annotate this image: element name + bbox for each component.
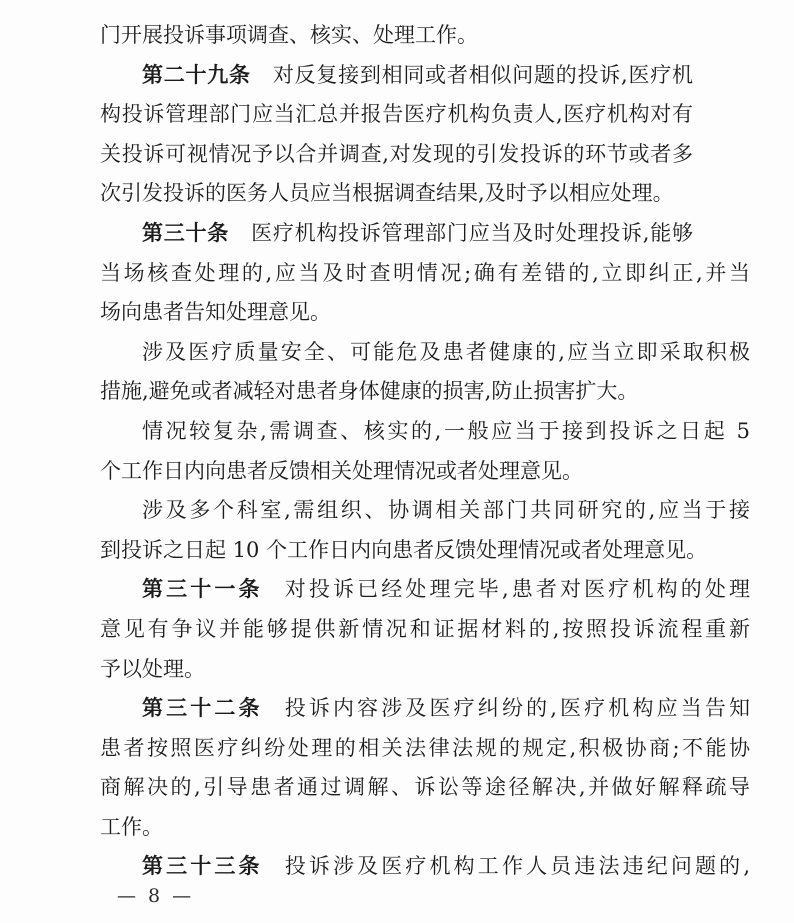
page-number: — 8 — (117, 885, 195, 907)
line-text: 投诉涉及医疗机构工作人员违法违纪问题的, (284, 854, 750, 879)
line-text: 关投诉可视情况予以合并调查,对发现的引发投诉的环节或者多 (100, 141, 693, 166)
line-text: 构投诉管理部门应当汇总并报告医疗机构负责人,医疗机构对有 (100, 102, 693, 127)
text-line (100, 847, 750, 887)
text-line (100, 768, 750, 808)
text-line (100, 254, 750, 294)
text-line (100, 293, 750, 333)
text-block (100, 16, 750, 887)
line-text: 个工作日内向患者反馈相关处理情况或者处理意见。 (100, 458, 583, 483)
article-number-label: 第三十三条 (142, 854, 263, 879)
line-text: 当场核查处理的,应当及时查明情况;确有差错的,立即纠正,并当 (100, 260, 750, 285)
text-line (100, 650, 750, 690)
line-text: 投诉内容涉及医疗纠纷的,医疗机构应当告知 (284, 696, 750, 721)
text-line (100, 333, 750, 373)
text-line (100, 56, 693, 96)
text-line (100, 412, 750, 452)
line-text: 商解决的,引导患者通过调解、诉讼等途径解决,并做好解释疏导 (100, 775, 750, 800)
article-number-label: 第三十二条 (142, 696, 263, 721)
text-line (100, 16, 693, 56)
line-text: 措施,避免或者减轻对患者身体健康的损害,防止损害扩大。 (100, 379, 639, 404)
line-text: 对反复接到相同或者相似问题的投诉,医疗机 (272, 62, 693, 87)
line-text: 涉及医疗质量安全、可能危及患者健康的,应当立即采取积极 (142, 339, 750, 364)
line-text: 工作。 (100, 814, 163, 839)
line-text: 门开展投诉事项调查、核实、处理工作。 (100, 23, 478, 47)
line-text: 次引发投诉的医务人员应当根据调查结果,及时予以相应处理。 (100, 181, 674, 206)
text-line (100, 372, 750, 412)
text-line (100, 689, 750, 729)
text-line (100, 570, 750, 610)
text-line (100, 452, 750, 492)
text-line (100, 610, 750, 650)
text-line (100, 174, 693, 214)
text-line (100, 531, 750, 571)
line-text: 情况较复杂,需调查、核实的,一般应当于接到投诉之日起 5 (142, 418, 750, 443)
line-text: 涉及多个科室,需组织、协调相关部门共同研究的,应当于接 (142, 498, 750, 523)
article-number-label: 第二十九条 (142, 62, 251, 87)
article-number-label: 第三十一条 (142, 577, 263, 602)
line-text: 患者按照医疗纠纷处理的相关法律法规的规定,积极协商;不能协 (100, 735, 750, 760)
text-line (100, 214, 693, 254)
line-text: 意见有争议并能够提供新情况和证据材料的,按照投诉流程重新 (100, 616, 750, 641)
line-text: 到投诉之日起 10 个工作日内向患者反馈处理情况或者处理意见。 (100, 537, 708, 562)
article-number-label: 第三十条 (142, 220, 230, 245)
text-line (100, 135, 693, 175)
line-text: 医疗机构投诉管理部门应当及时处理投诉,能够 (251, 220, 693, 245)
text-line (100, 729, 750, 769)
text-line (100, 95, 693, 135)
line-text: 对投诉已经处理完毕,患者对医疗机构的处理 (284, 577, 750, 602)
text-line (100, 808, 750, 848)
line-text: 场向患者告知处理意见。 (100, 300, 331, 325)
text-line (100, 491, 750, 531)
line-text: 予以处理。 (100, 656, 205, 681)
